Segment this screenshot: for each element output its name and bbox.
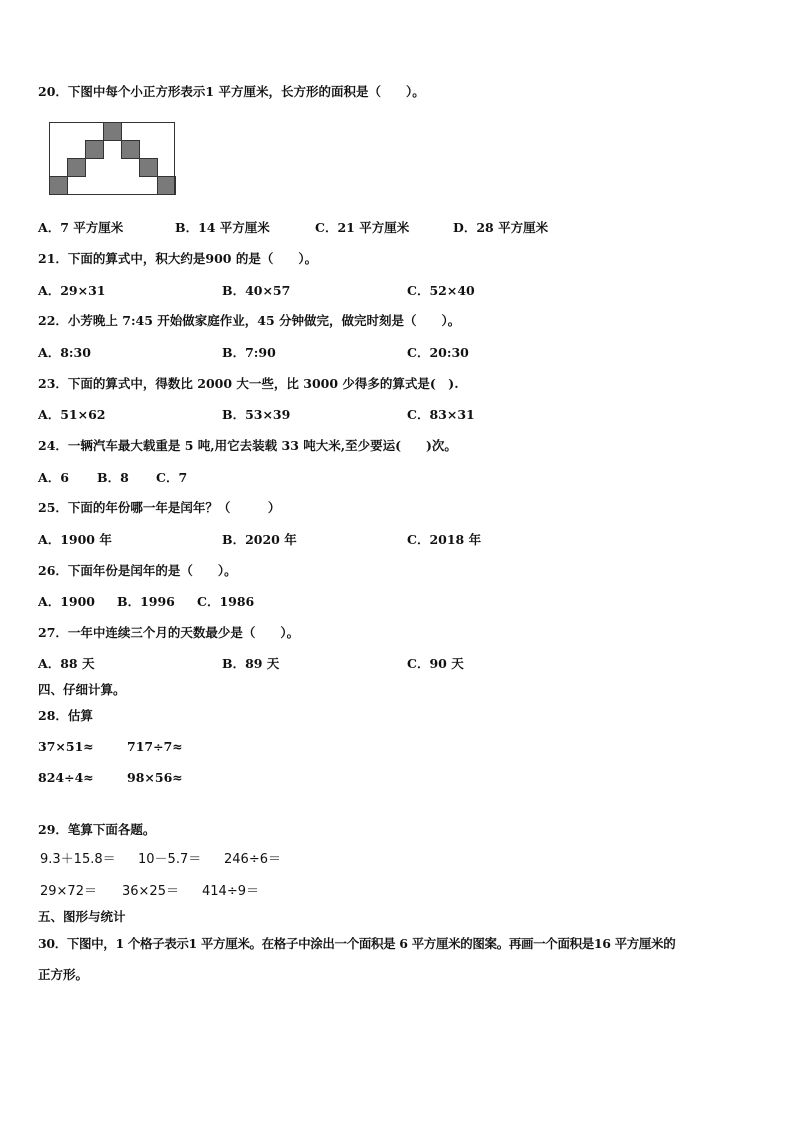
q21-option-a[interactable]: A．29×31 <box>38 283 106 298</box>
q27-option-b[interactable]: B．89 天 <box>222 656 280 671</box>
q28-title: 28．估算 <box>38 708 93 723</box>
staircase-grid-figure <box>49 122 177 198</box>
shaded-square-2 <box>68 159 86 177</box>
q22-option-c[interactable]: C．20:30 <box>407 345 469 360</box>
q24-option-a[interactable]: A．6 <box>38 470 69 485</box>
q21-option-c[interactable]: C．52×40 <box>407 283 475 298</box>
q26-option-a[interactable]: A．1900 <box>38 594 95 609</box>
q22-text: 22．小芳晚上 7:45 开始做家庭作业，45 分钟做完，做完时刻是（ ）。 <box>38 313 461 328</box>
q23-option-c[interactable]: C．83×31 <box>407 407 475 422</box>
q24-option-c[interactable]: C．7 <box>156 470 188 485</box>
q26-text: 26．下面年份是闰年的是（ ）。 <box>38 563 237 578</box>
shaded-square-3 <box>86 141 104 159</box>
section4-heading: 四、仔细计算。 <box>38 682 126 697</box>
q23-option-a[interactable]: A．51×62 <box>38 407 106 422</box>
q24-text: 24．一辆汽车最大载重是 5 吨,用它去装载 33 吨大米,至少要运( )次。 <box>38 438 457 453</box>
q27-option-a[interactable]: A．88 天 <box>38 656 95 671</box>
q20-option-a[interactable]: A．7 平方厘米 <box>38 220 124 235</box>
q25-text: 25．下面的年份哪一年是闰年？（ ） <box>38 500 281 515</box>
q20-text: 20．下图中每个小正方形表示1 平方厘米，长方形的面积是（ ）。 <box>38 84 425 99</box>
q26-option-c[interactable]: C．1986 <box>197 594 255 609</box>
q26-option-b[interactable]: B．1996 <box>117 594 175 609</box>
q28-item-4: 98×56≈ <box>127 770 183 785</box>
q21-text: 21．下面的算式中，积大约是900 的是（ ）。 <box>38 251 318 266</box>
q27-text: 27．一年中连续三个月的天数最少是（ ）。 <box>38 625 300 640</box>
q30-text-line2: 正方形。 <box>38 967 89 982</box>
q28-item-2: 717÷7≈ <box>127 739 183 754</box>
shaded-square-5 <box>122 141 140 159</box>
q23-text: 23．下面的算式中，得数比 2000 大一些，比 3000 少得多的算式是( ). <box>38 376 459 391</box>
shaded-square-4 <box>104 123 122 141</box>
q25-option-c[interactable]: C．2018 年 <box>407 532 482 547</box>
q29-title: 29．笔算下面各题。 <box>38 822 156 837</box>
q29-item-4: 29×72＝ <box>40 884 97 899</box>
q28-item-3: 824÷4≈ <box>38 770 94 785</box>
q24-option-b[interactable]: B．8 <box>97 470 129 485</box>
q30-text-line1: 30．下图中，1 个格子表示1 平方厘米。在格子中涂出一个面积是 6 平方厘米的图案。再画一个面积是16 平方厘米的 <box>38 936 676 951</box>
q25-option-b[interactable]: B．2020 年 <box>222 532 297 547</box>
shaded-square-7 <box>158 177 176 195</box>
q29-item-6: 414÷9＝ <box>202 884 259 899</box>
q28-item-1: 37×51≈ <box>38 739 94 754</box>
q20-option-d[interactable]: D．28 平方厘米 <box>453 220 549 235</box>
q29-item-2: 10－5.7＝ <box>138 852 202 867</box>
q29-item-1: 9.3＋15.8＝ <box>40 852 116 867</box>
q21-option-b[interactable]: B．40×57 <box>222 283 291 298</box>
q20-option-c[interactable]: C．21 平方厘米 <box>315 220 410 235</box>
section5-heading: 五、图形与统计 <box>38 909 126 924</box>
q29-item-5: 36×25＝ <box>122 884 179 899</box>
q29-item-3: 246÷6＝ <box>224 852 281 867</box>
q22-option-b[interactable]: B．7:90 <box>222 345 276 360</box>
q22-option-a[interactable]: A．8:30 <box>38 345 91 360</box>
q25-option-a[interactable]: A．1900 年 <box>38 532 112 547</box>
q27-option-c[interactable]: C．90 天 <box>407 656 464 671</box>
q20-option-b[interactable]: B．14 平方厘米 <box>175 220 270 235</box>
shaded-square-1 <box>50 177 68 195</box>
shaded-square-6 <box>140 159 158 177</box>
q23-option-b[interactable]: B．53×39 <box>222 407 291 422</box>
